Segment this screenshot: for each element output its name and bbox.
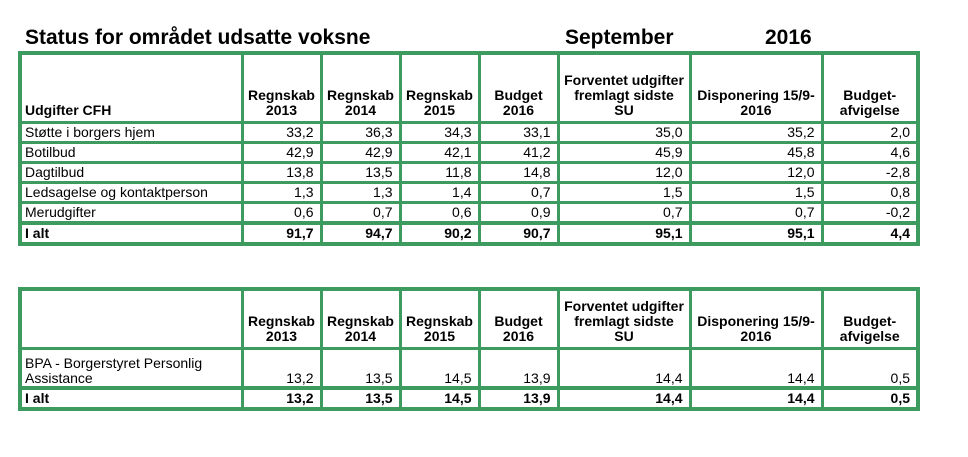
cell-value: 0,7	[479, 182, 558, 202]
cell-value: 35,0	[558, 122, 690, 142]
column-header	[690, 53, 822, 122]
cell-value: 0,7	[558, 202, 690, 223]
column-header-line: 2015	[423, 101, 456, 118]
cell-value: 1,3	[242, 182, 321, 202]
column-header-line: Forventet udgifter	[564, 297, 684, 314]
cell-value: 42,9	[321, 142, 400, 162]
cell-value: 1,4	[400, 182, 479, 202]
cell-value: 0,6	[242, 202, 321, 223]
cell-value: 14,8	[479, 162, 558, 182]
column-header-line: Regnskab	[406, 312, 473, 329]
report-year: 2016	[765, 26, 812, 49]
column-header-line: SU	[614, 327, 634, 344]
total-value: 90,2	[400, 223, 479, 244]
total-value: 0,5	[822, 388, 918, 409]
column-header-line: Budget-	[843, 312, 897, 329]
total-value: 14,4	[690, 388, 822, 409]
column-header-line: 2013	[265, 327, 298, 344]
cell-value: 2,0	[822, 122, 918, 142]
column-header-line: Regnskab	[406, 86, 473, 103]
cell-value: 41,2	[479, 142, 558, 162]
cell-value: 13,9	[479, 348, 558, 388]
cell-value: -0,2	[822, 202, 918, 223]
column-header-line: SU	[614, 101, 634, 118]
column-header-line: Budget-	[843, 86, 897, 103]
cell-value: 0,7	[321, 202, 400, 223]
cell-value: -2,8	[822, 162, 918, 182]
column-header	[400, 53, 479, 122]
cell-value: 13,5	[321, 162, 400, 182]
row-label: BPA - Borgerstyret Personlig Assistance	[20, 348, 242, 388]
column-header	[400, 289, 479, 348]
column-header	[479, 53, 558, 122]
column-header-line: 2016	[502, 327, 535, 344]
cell-value: 0,7	[690, 202, 822, 223]
cell-value: 13,8	[242, 162, 321, 182]
row-label: Dagtilbud	[20, 162, 242, 182]
cell-value: 0,5	[822, 348, 918, 388]
table-row	[20, 348, 918, 388]
total-value: 13,9	[479, 388, 558, 409]
column-header	[321, 289, 400, 348]
bpa-table	[18, 287, 920, 411]
cell-value: 1,5	[558, 182, 690, 202]
column-header	[822, 53, 918, 122]
cell-value: 14,4	[690, 348, 822, 388]
total-value: 94,7	[321, 223, 400, 244]
column-header-line: Regnskab	[327, 86, 394, 103]
total-value: 91,7	[242, 223, 321, 244]
total-value: 14,5	[400, 388, 479, 409]
table-row	[20, 182, 918, 202]
column-header-line: 2016	[740, 327, 772, 344]
column-header-line: fremlagt sidste	[574, 86, 674, 103]
cell-value: 1,3	[321, 182, 400, 202]
table-row	[20, 162, 918, 182]
cell-value: 11,8	[400, 162, 479, 182]
row-label-header	[20, 289, 242, 348]
cell-value: 14,5	[400, 348, 479, 388]
column-header-line: 2014	[344, 327, 377, 344]
total-value: 95,1	[690, 223, 822, 244]
column-header-line: Budget	[494, 312, 543, 329]
column-header-line: Budget	[494, 86, 543, 103]
column-header-line: Disponering 15/9-	[697, 86, 815, 103]
column-header	[242, 53, 321, 122]
cell-value: 0,8	[822, 182, 918, 202]
cell-value: 33,2	[242, 122, 321, 142]
total-value: 14,4	[558, 388, 690, 409]
table-row	[20, 142, 918, 162]
column-header	[558, 289, 690, 348]
total-label: I alt	[20, 223, 242, 244]
cell-value: 12,0	[558, 162, 690, 182]
header-row	[20, 289, 918, 348]
total-value: 13,5	[321, 388, 400, 409]
cell-value: 13,2	[242, 348, 321, 388]
column-header-line: Regnskab	[327, 312, 394, 329]
column-header	[321, 53, 400, 122]
column-header-line: Regnskab	[248, 312, 315, 329]
column-header-line: Regnskab	[248, 86, 315, 103]
cell-value: 4,6	[822, 142, 918, 162]
column-header-line: Forventet udgifter	[564, 71, 684, 88]
row-label-header: Udgifter CFH	[20, 53, 242, 122]
column-header	[558, 53, 690, 122]
cell-value: 36,3	[321, 122, 400, 142]
column-header	[242, 289, 321, 348]
column-header-line: 2013	[265, 101, 298, 118]
column-header-line: Disponering 15/9-	[697, 312, 815, 329]
column-header-line: afvigelse	[839, 327, 900, 344]
row-label: Merudgifter	[20, 202, 242, 223]
table-row	[20, 202, 918, 223]
cell-value: 34,3	[400, 122, 479, 142]
column-header	[479, 289, 558, 348]
column-header-line: afvigelse	[839, 101, 900, 118]
report-month: September	[565, 26, 674, 49]
cell-value: 14,4	[558, 348, 690, 388]
total-value: 95,1	[558, 223, 690, 244]
column-header	[822, 289, 918, 348]
column-header-line: 2015	[423, 327, 456, 344]
cell-value: 45,9	[558, 142, 690, 162]
total-row	[20, 223, 918, 244]
total-row	[20, 388, 918, 409]
cell-value: 42,9	[242, 142, 321, 162]
cell-value: 13,5	[321, 348, 400, 388]
cell-value: 1,5	[690, 182, 822, 202]
cell-value: 45,8	[690, 142, 822, 162]
total-value: 90,7	[479, 223, 558, 244]
column-header-line: 2014	[344, 101, 377, 118]
column-header-line: 2016	[502, 101, 535, 118]
cell-value: 42,1	[400, 142, 479, 162]
header-row	[20, 53, 918, 122]
cell-value: 12,0	[690, 162, 822, 182]
row-label: Støtte i borgers hjem	[20, 122, 242, 142]
cell-value: 0,6	[400, 202, 479, 223]
total-value: 13,2	[242, 388, 321, 409]
total-label: I alt	[20, 388, 242, 409]
table-row	[20, 122, 918, 142]
total-value: 4,4	[822, 223, 918, 244]
column-header	[690, 289, 822, 348]
column-header-line: fremlagt sidste	[574, 312, 674, 329]
cell-value: 35,2	[690, 122, 822, 142]
row-label: Botilbud	[20, 142, 242, 162]
row-label: Ledsagelse og kontaktperson	[20, 182, 242, 202]
report-title: Status for området udsatte voksne	[25, 26, 371, 49]
cell-value: 0,9	[479, 202, 558, 223]
cell-value: 33,1	[479, 122, 558, 142]
expenses-table	[18, 51, 920, 246]
column-header-line: 2016	[740, 101, 772, 118]
